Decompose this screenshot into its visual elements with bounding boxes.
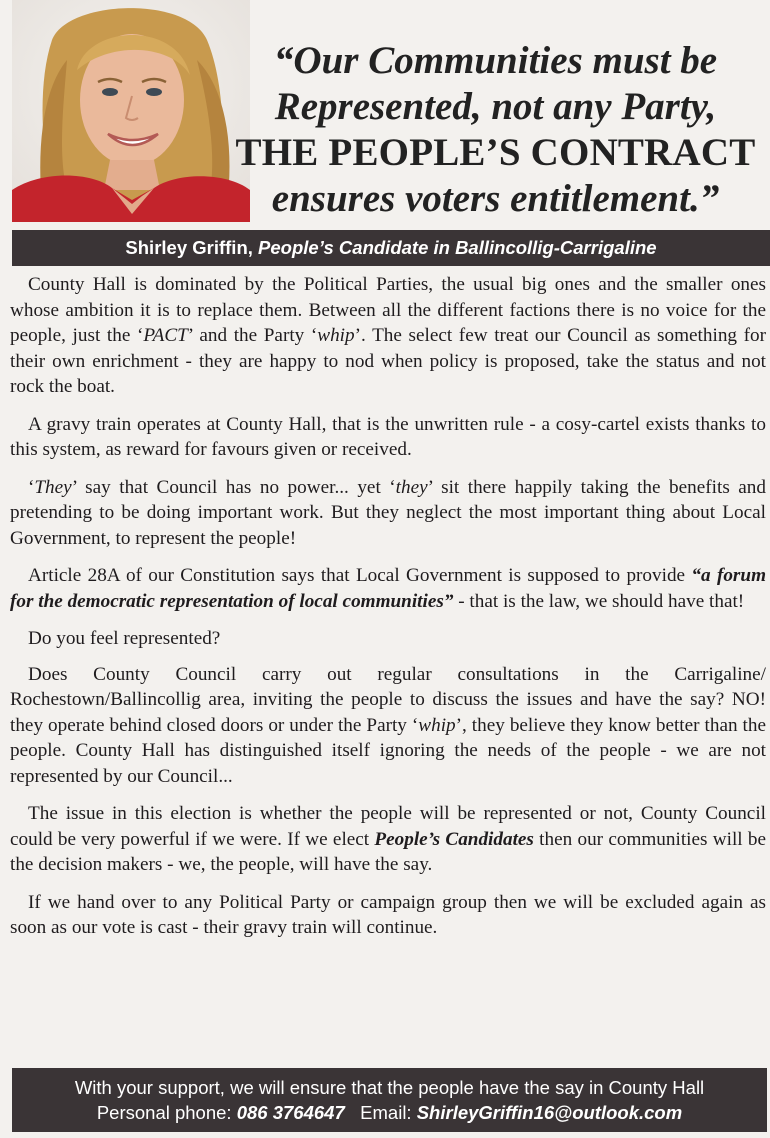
paragraph-5: Do you feel represented? [28,628,221,649]
phone-label: Personal phone: [96,1102,232,1123]
candidate-portrait-icon [12,0,250,222]
p1-text-b: ’ and the Party ‘ [187,325,318,346]
candidate-name: Shirley Griffin, [125,237,253,258]
p1-text-c: ’. The select few treat our Council as something for their own enrichment - they are happy to nod when policy is proposed, take the status and not rock the boat. [10,325,766,397]
contact-footer [12,1068,767,1132]
quote-line-1: “Our Communities must be [273,39,718,82]
phone-number: 086 3764647 [236,1102,345,1123]
p7-text-a: The issue in this election is whether the people will be represented or not, County Council could be very powerful if we were. If we elect [10,803,766,850]
p4-text-a: Article 28A of our Constitution says that Local Government is supposed to provide [28,565,692,586]
candidate-photo [12,0,250,222]
p3-text-b: ’ sit there happily taking the benefits and pretending to be doing important work. But they neglect the most important thing about Local Government, to represent the people! [10,476,766,549]
paragraph-6 [10,662,766,790]
footer-support-line: With your support, we will ensure that the people have the say in County Hall [74,1077,705,1098]
p3-quote-open: ‘ [28,476,35,498]
p3-text-a: ’ say that Council has no power... yet ‘ [71,476,396,498]
p4-constitution-quote: “a forum for the democratic representation of local communities” [10,565,766,612]
quote-line-3: THE PEOPLE’S CONTRACT [235,131,756,174]
p7-peoples-candidates: People’s Candidates [374,828,534,850]
p6-whip: whip [418,714,456,736]
p3-they-2: they [395,476,428,498]
headline-quote [228,38,763,222]
article-body [10,272,766,953]
quote-line-4: ensures voters entitlement.” [271,177,720,220]
paragraph-1 [10,272,766,400]
p6-text-a: Does County Council carry out regular consultations in the Carrigaline/ Rochestown/Ballincollig area, inviting the people to discuss the issues and have the say? NO! they operate behind closed doors or under the Party ‘ [10,663,766,736]
paragraph-8: If we hand over to any Political Party or campaign group then we will be excluded again as soon as our vote is cast - their gravy train will continue. [10,891,766,938]
p1-pact: PACT [143,325,188,346]
header [0,0,770,228]
quote-line-2: Represented, not any Party, [274,85,717,128]
paragraph-2: A gravy train operates at County Hall, that is the unwritten rule - a cosy-cartel exists thanks to this system, as reward for favours given or received. [10,413,766,460]
footer-contact-line [12,1100,767,1125]
paragraph-3 [10,475,766,552]
p7-text-b: then our communities will be the decision makers - we, the people, will have the say. [10,828,766,875]
candidate-role: People’s Candidate in Ballincollig-Carrigaline [258,237,657,258]
paragraph-4 [10,563,766,614]
p1-text-a: County Hall is dominated by the Political Parties, the usual big ones and the smaller ones whose ambition it is to replace them. Between all the different factions there is no voice for the people, just the ‘ [10,274,766,346]
p3-they-1: They [34,476,72,498]
p1-whip: whip [317,325,355,346]
p4-text-b: - that is the law, we should have that! [453,590,745,612]
email-address: ShirleyGriffin16@outlook.com [416,1102,683,1123]
email-label: Email: [360,1102,412,1123]
paragraph-7 [10,801,766,878]
p6-text-b: ’, they believe they know better than the people. County Hall has distinguished itself ignoring the needs of the people - we are not represented by our Council... [10,714,767,787]
candidate-banner [12,230,770,266]
